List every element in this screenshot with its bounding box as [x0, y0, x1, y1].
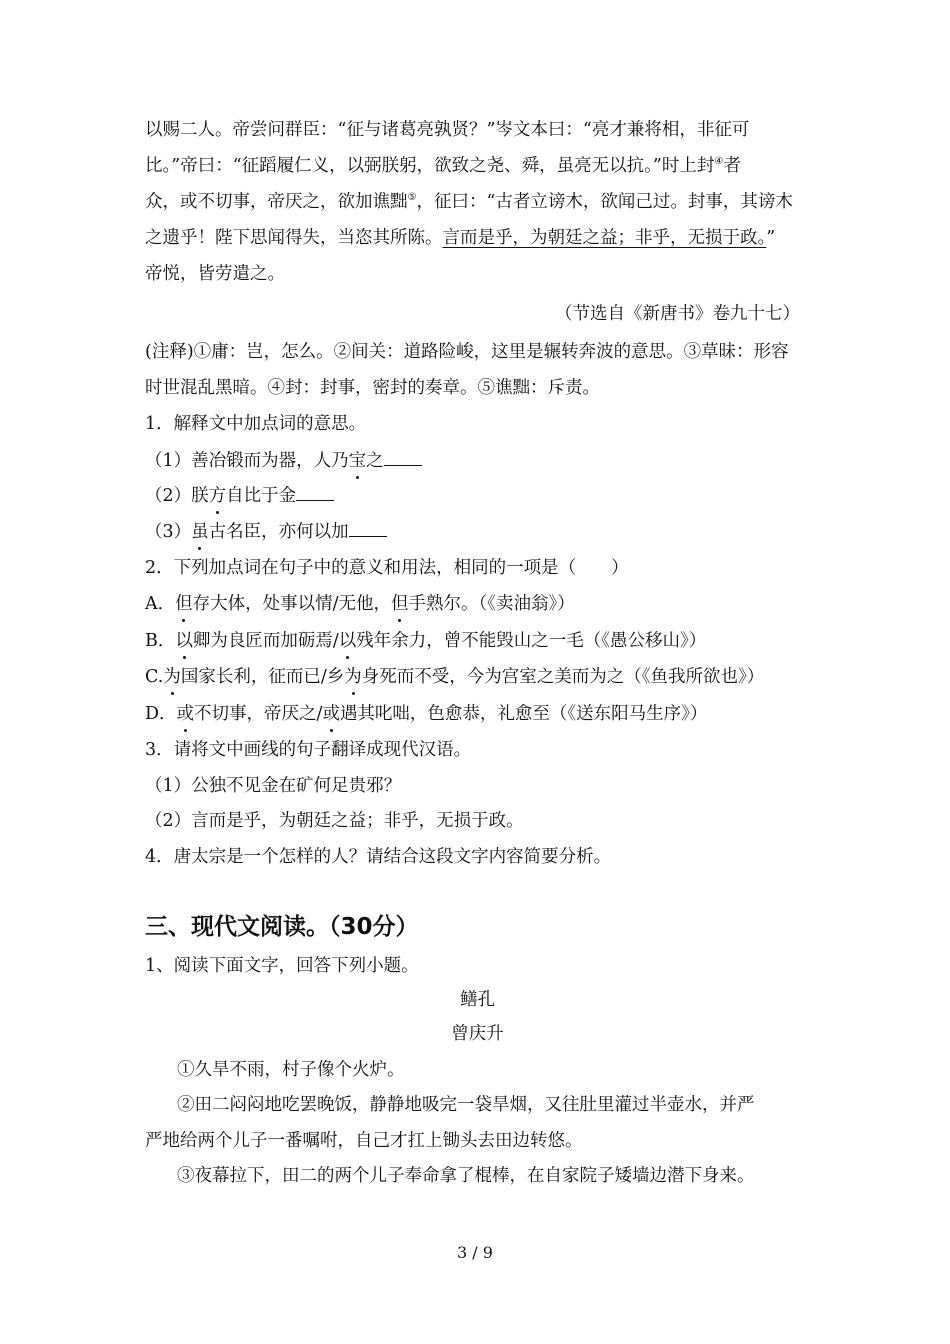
option-letter: A． — [145, 594, 176, 614]
passage-line — [145, 189, 810, 215]
section-instruction: 1、阅读下面文字，回答下列小题。 — [145, 956, 419, 976]
passage-line — [145, 225, 810, 251]
option-text: 遇其叱咄，色愈恭，礼愈至（《送东阳马生序》） — [339, 704, 708, 724]
dotted-word: 为 — [163, 664, 181, 690]
passage-line: 以赐二人。帝尝问群臣：“征与诸葛亮孰贤？”岑文本曰：“亮才兼将相，非征可 — [145, 120, 750, 140]
passage-text: ” — [766, 228, 776, 248]
question-1-item-3 — [145, 518, 810, 545]
option-text: 不切事，帝厌之/ — [194, 704, 323, 724]
option-text: 残年余力，曾不能毁山之一毛（《愚公移山》） — [356, 631, 707, 651]
dotted-word: 但 — [175, 591, 193, 617]
passage-text: 众，或不切事，帝厌之，欲加谯黜 — [145, 192, 408, 212]
dotted-word: 以 — [339, 628, 357, 654]
dotted-word: 或 — [322, 701, 340, 727]
dotted-word: 方 — [209, 483, 227, 509]
notes-line: (注释)①庸：岂，怎么。②间关：道路险峻，这里是辗转奔波的意思。③草昧：形容 — [145, 342, 789, 362]
item-text: （3） — [145, 522, 192, 542]
section-heading: 三、现代文阅读。（30分） — [145, 914, 419, 940]
question-3-item-2: （2）言而是乎，为朝廷之益；非乎，无损于政。 — [145, 811, 524, 831]
footnote-marker: ⑤ — [407, 192, 417, 204]
footnote-marker: ④ — [714, 156, 724, 168]
passage-text: 之遗乎！陛下思闻得失，当恣其所陈。 — [145, 228, 443, 248]
dotted-word: 但 — [391, 591, 409, 617]
option-text: 身死而不受，今为宫室之美而为之（《鱼我所欲也》） — [361, 667, 765, 687]
question-4-title: 4．唐太宗是一个怎样的人？请结合这段文字内容简要分析。 — [145, 847, 612, 867]
option-text: 国家长利，征而已/乡 — [180, 667, 345, 687]
question-3-item-1: （1）公独不见金在矿何足贵邪？ — [145, 776, 402, 796]
question-2-option-a — [145, 591, 810, 617]
option-text: 存大体，处事以情/无他， — [192, 594, 392, 614]
item-text: 之 — [366, 451, 384, 471]
item-text: 自比于金 — [226, 486, 297, 506]
dotted-word: 以 — [175, 628, 193, 654]
article-paragraph-cont: 严地给两个儿子一番嘱咐，自己才扛上锄头去田边转悠。 — [145, 1131, 583, 1151]
answer-blank[interactable] — [349, 518, 387, 537]
answer-blank[interactable] — [296, 482, 334, 501]
notes-line: 时世混乱黑暗。④封：封事，密封的奏章。⑤谯黜：斥责。 — [145, 378, 600, 398]
passage-source: （节选自《新唐书》卷九十七） — [555, 304, 800, 324]
option-text: 卿为良匠而加砺焉/ — [192, 631, 339, 651]
option-letter: C. — [145, 667, 164, 687]
question-2-title: 2．下列加点词在句子中的意义和用法，相同的一项是（ ） — [145, 558, 629, 578]
answer-blank[interactable] — [384, 447, 422, 466]
article-title: 鳝孔 — [460, 990, 495, 1010]
question-2-option-d — [145, 701, 810, 727]
dotted-word: 或 — [177, 701, 195, 727]
passage-text: 者 — [723, 156, 741, 176]
article-paragraph: ②田二闷闷地吃罢晚饭，静静地吸完一袋旱烟，又往肚里灌过半壶水，并严 — [177, 1095, 755, 1115]
option-letter: D． — [145, 704, 177, 724]
article-paragraph: ①久旱不雨，村子像个火炉。 — [177, 1060, 405, 1080]
option-text: 手熟尔。（《卖油翁》） — [408, 594, 575, 614]
passage-text: ，征曰：“古者立谤木，欲闻己过。封事，其谤木 — [416, 192, 793, 212]
item-text: （1）善冶锻而为器，人乃 — [145, 451, 349, 471]
question-2-option-c — [145, 664, 810, 690]
passage-text: 比。”帝曰：“征蹈履仁义，以弼朕躬，欲致之尧、舜，虽亮无以抗。”时上封 — [145, 156, 715, 176]
question-1-item-2 — [145, 482, 810, 509]
passage-line: 帝悦，皆劳遣之。 — [145, 264, 285, 284]
option-letter: B． — [145, 631, 176, 651]
page-number: 3 / 9 — [457, 1243, 493, 1262]
question-1-item-1 — [145, 447, 810, 474]
question-1-title: 1．解释文中加点词的意思。 — [145, 414, 367, 434]
dotted-word: 虽 — [191, 519, 209, 545]
dotted-word: 宝 — [349, 448, 367, 474]
dotted-word: 为 — [344, 664, 362, 690]
question-2-option-b — [145, 628, 810, 654]
passage-line — [145, 153, 810, 179]
article-paragraph: ③夜幕拉下，田二的两个儿子奉命拿了棍棒，在自家院子矮墙边潜下身来。 — [177, 1166, 755, 1186]
underlined-sentence: 言而是乎，为朝廷之益；非乎，无损于政。 — [442, 228, 767, 248]
item-text: 古名臣，亦何以加 — [208, 522, 349, 542]
item-text: （2）朕 — [145, 486, 209, 506]
question-3-title: 3．请将文中画线的句子翻译成现代汉语。 — [145, 740, 472, 760]
article-author: 曾庆升 — [451, 1024, 504, 1044]
